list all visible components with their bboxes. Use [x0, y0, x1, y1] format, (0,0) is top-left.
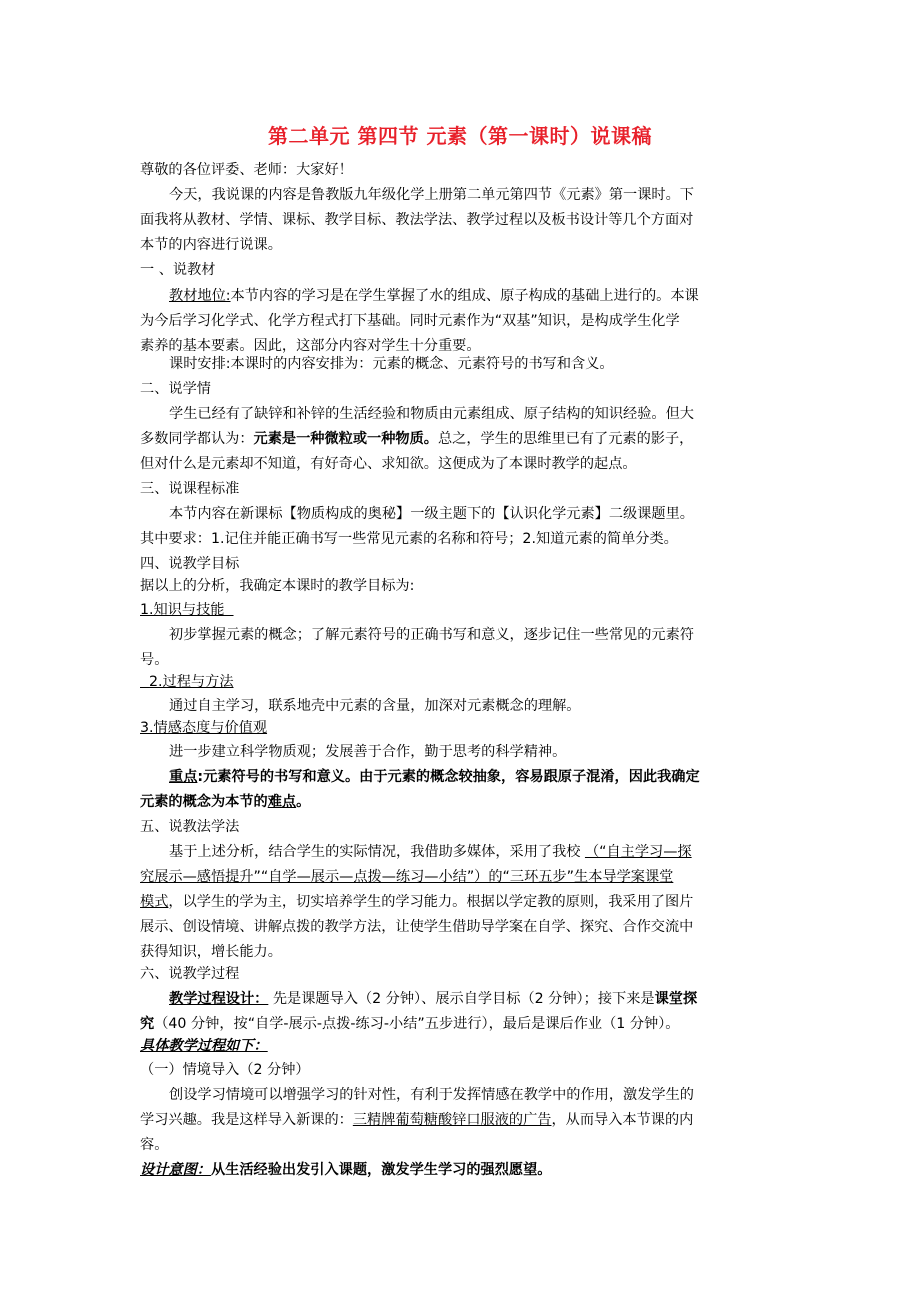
process-heading	[140, 1034, 790, 1059]
paragraph-text: ，以学生的学为主，切实培养学生的学习能力。根据以学定教的原则，我采用了图片	[168, 894, 694, 910]
paragraph-line: 本节内容在新课标【物质构成的奥秘】一级主题下的【认识化学元素】二级课题里。	[169, 506, 694, 522]
paragraph-text: 多数同学都认为：	[140, 431, 254, 447]
paragraph-text: 学习兴趣。我是这样导入新课的：	[140, 1112, 353, 1128]
bold-text: 从生活经验出发引入课题，激发学生学习的强烈愿望。	[210, 1162, 552, 1178]
key-point-label: 重点	[169, 769, 198, 785]
key-point-line	[140, 790, 790, 815]
section-heading-textbook: 一 、说教材	[140, 262, 216, 278]
paragraph-line: 获得知识，增长能力。	[140, 944, 282, 960]
paragraph-line: 通过自主学习，联系地壳中元素的含量，加深对元素概念的理解。	[169, 698, 581, 714]
paragraph-line: 据以上的分析，我确定本课时的教学目标为:	[140, 578, 415, 594]
paragraph-text: 总之，学生的思维里已有了元素的影子，	[437, 431, 694, 447]
paragraph-text: 先是课题导入（2 分钟）、展示自学目标（2 分钟）；接下来是	[268, 991, 655, 1007]
design-intent-label: 设计意图：	[140, 1162, 211, 1178]
section-heading-goals: 四、说教学目标	[140, 556, 240, 572]
paragraph-text: 基于上述分析，结合学生的实际情况，我借助多媒体，采用了我校	[169, 844, 585, 860]
paragraph-line: 究展示—感悟提升”“自学—展示—点拨—练习—小结”）的“三环五步”生本导学案课堂	[140, 869, 674, 885]
paragraph-line: 容。	[140, 1137, 169, 1153]
paragraph-line: 展示、创设情境、讲解点拨的教学方法，让使学生借助导学案在自学、探究、合作交流中	[140, 919, 694, 935]
paragraph-line: 素养的基本要素。因此，这部分内容对学生十分重要。	[140, 338, 481, 354]
paragraph-line	[140, 427, 790, 452]
paragraph-line: 为今后学习化学式、化学方程式打下基础。同时元素作为“双基”知识，是构成学生化学	[140, 313, 680, 329]
paragraph-line: 号。	[140, 652, 169, 668]
paragraph-line	[140, 987, 819, 1012]
process-heading-text: 具体教学过程如下：	[140, 1038, 268, 1054]
textbook-position-label: 教材地位:	[169, 288, 231, 304]
textbook-position-line	[140, 284, 819, 309]
section-heading-process: 六、说教学过程	[140, 966, 240, 982]
goal-label: 1.知识与技能	[140, 602, 225, 618]
page-title: 第二单元 第四节 元素（第一课时）说课稿	[268, 124, 652, 148]
paragraph-line	[140, 890, 790, 915]
intro-line: 本节的内容进行说课。	[140, 237, 282, 253]
goal-3-label	[140, 716, 790, 741]
paragraph-line: 但对什么是元素却不知道，有好奇心、求知欲。这便成为了本课时教学的起点。	[140, 456, 637, 472]
paragraph-text: （40 分钟，按“自学-展示-点拨-练习-小结”五步进行），最后是课后作业（1 分钟）。	[154, 1016, 680, 1032]
paragraph-line: 其中要求：1.记住并能正确书写一些常见元素的名称和符号；2.知道元素的简单分类。	[140, 531, 678, 547]
underlined-text: 三精牌葡萄糖酸锌口服液的广告	[352, 1112, 552, 1128]
bold-text: 究	[140, 1016, 155, 1032]
goal-1-label	[140, 598, 790, 623]
underlined-text: 模式	[140, 894, 169, 910]
goal-2-label	[140, 670, 790, 695]
design-intent-line	[140, 1158, 790, 1183]
paragraph-line: 进一步建立科学物质观；发展善于合作，勤于思考的科学精神。	[169, 744, 567, 760]
paragraph-text: 本节内容的学习是在学生掌握了水的组成、原子构成的基础上进行的。本课	[230, 288, 699, 304]
paragraph-line: 初步掌握元素的概念；了解元素符号的正确书写和意义，逐步记住一些常见的元素符	[169, 627, 694, 643]
goal-label: 2.过程与方法	[149, 674, 234, 690]
greeting: 尊敬的各位评委、老师：大家好！	[140, 162, 353, 178]
paragraph-line	[140, 840, 819, 865]
section-heading-students: 二、说学情	[140, 381, 211, 397]
intro-line: 面我将从教材、学情、课标、教学目标、教法学法、教学过程以及板书设计等几个方面对	[140, 212, 694, 228]
bold-text: 。	[296, 794, 311, 810]
schedule-line: 课时安排:本课时的内容安排为：元素的概念、元素符号的书写和含义。	[169, 356, 614, 372]
subsection-heading: （一）情境导入（2 分钟）	[140, 1062, 310, 1078]
paragraph-line: 学生已经有了缺锌和补锌的生活经验和物质由元素组成、原子结构的知识经验。但大	[169, 406, 694, 422]
goal-label: 3.情感态度与价值观	[140, 720, 268, 736]
section-heading-methods: 五、说教法学法	[140, 819, 240, 835]
key-point-line	[140, 765, 819, 790]
bold-text: :元素符号的书写和意义。由于元素的概念较抽象，容易跟原子混淆，因此我确定	[197, 769, 700, 785]
paragraph-line: 创设学习情境可以增强学习的针对性，有利于发挥情感在教学中的作用，激发学生的	[169, 1087, 694, 1103]
design-label: 教学过程设计：	[169, 991, 269, 1007]
paragraph-text: ，从而导入本节课的内	[551, 1112, 694, 1128]
section-heading-standards: 三、说课程标准	[140, 481, 240, 497]
bold-text: 元素的概念为本节的	[140, 794, 268, 810]
underlined-text: （“自主学习—探	[584, 844, 692, 860]
bold-text: 课堂探	[654, 991, 698, 1007]
paragraph-line	[140, 1108, 790, 1133]
difficulty-label: 难点	[267, 794, 297, 810]
bold-text: 元素是一种微粒或一种物质。	[253, 431, 438, 447]
intro-line: 今天，我说课的内容是鲁教版九年级化学上册第二单元第四节《元素》第一课时。下	[169, 187, 694, 203]
